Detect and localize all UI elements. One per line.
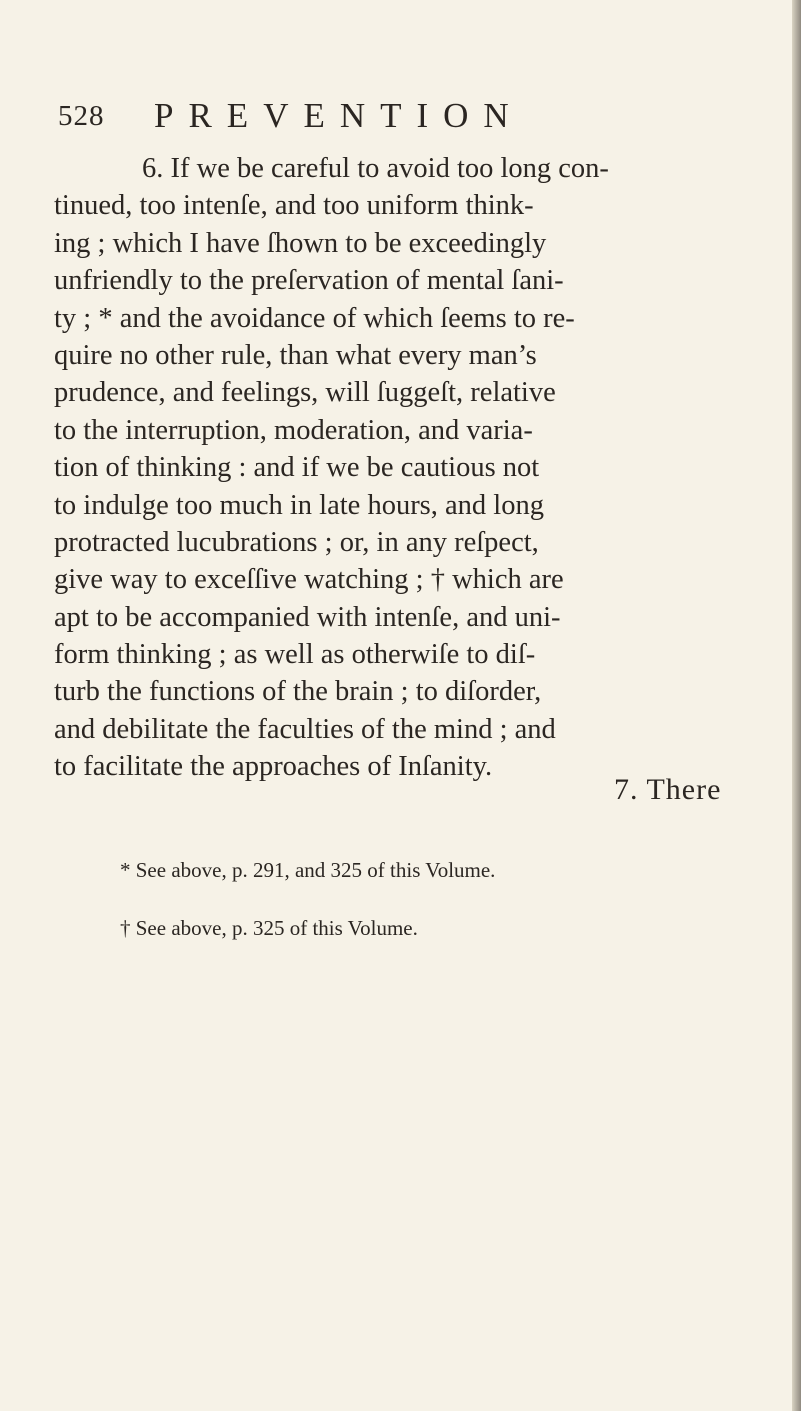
text-line: tion of thinking : and if we be cautious not bbox=[54, 452, 540, 484]
page-number: 528 bbox=[58, 100, 105, 132]
body-text bbox=[54, 150, 738, 786]
text-line: protracted lucubrations ; or, in any reſpect, bbox=[54, 526, 539, 558]
text-line: apt to be accompanied with intenſe, and uni- bbox=[54, 601, 561, 633]
text-line: tinued, too intenſe, and too uniform think- bbox=[54, 190, 534, 222]
text-line: unfriendly to the preſervation of mental ſani- bbox=[54, 265, 564, 297]
text-line: ty ; * and the avoidance of which ſeems to re- bbox=[54, 302, 575, 334]
running-title: PREVENTION bbox=[154, 96, 524, 135]
footnote: † See above, p. 325 of this Volume. bbox=[120, 916, 418, 940]
text-line: to facilitate the approaches of Inſanity. bbox=[54, 751, 493, 783]
text-line: form thinking ; as well as otherwiſe to diſ- bbox=[54, 639, 536, 671]
text-line: 6. If we be careful to avoid too long con- bbox=[142, 153, 609, 184]
footnotes bbox=[120, 858, 720, 946]
text-line: to the interruption, moderation, and varia- bbox=[54, 414, 533, 446]
text-line: to indulge too much in late hours, and long bbox=[54, 489, 544, 521]
text-line: prudence, and feelings, will ſuggeſt, relative bbox=[54, 377, 556, 409]
catchword: 7. There bbox=[614, 773, 722, 806]
text-line: turb the functions of the brain ; to diſorder, bbox=[54, 676, 542, 708]
text-line: and debilitate the faculties of the mind ; and bbox=[54, 713, 556, 745]
page-edge-shadow bbox=[792, 0, 801, 1411]
footnote: * See above, p. 291, and 325 of this Volume. bbox=[120, 858, 496, 882]
text-line: quire no other rule, than what every man’s bbox=[54, 339, 537, 371]
text-line: give way to exceſſive watching ; † which are bbox=[54, 564, 564, 596]
page-header bbox=[58, 96, 698, 146]
text-line: ing ; which I have ſhown to be exceedingly bbox=[54, 227, 547, 259]
